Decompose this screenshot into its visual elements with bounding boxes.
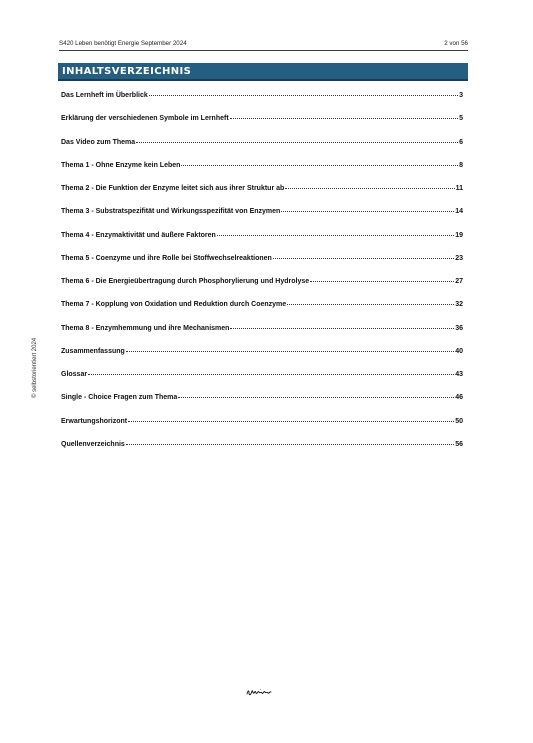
toc-entry-page-number[interactable]: 56 — [455, 440, 463, 448]
toc-entry-title[interactable]: Thema 3 - Substratspezifität und Wirkungsspezifität von Enzymen — [61, 208, 281, 216]
toc-entry[interactable] — [61, 139, 463, 162]
toc-entry[interactable] — [61, 325, 463, 348]
toc-entry-title[interactable]: Thema 4 - Enzymaktivität und äußere Faktoren — [61, 231, 216, 239]
toc-dot-leader — [178, 397, 454, 398]
side-copyright-note: © selbstorientiert 2024 — [32, 337, 38, 398]
page-header — [59, 40, 468, 51]
toc-entry-title[interactable]: Das Lernheft im Überblick — [61, 92, 148, 99]
toc-dot-leader — [217, 235, 454, 236]
toc-entry-title[interactable]: Thema 2 - Die Funktion der Enzyme leitet sich aus ihrer Struktur ab — [61, 185, 285, 192]
toc-entry-page-number[interactable]: 40 — [455, 347, 463, 355]
toc-dot-leader — [287, 304, 454, 305]
toc-entry-title[interactable]: Das Video zum Thema — [61, 138, 136, 146]
toc-entry[interactable] — [61, 394, 463, 417]
toc-dot-leader — [126, 444, 454, 445]
toc-entry-title[interactable]: Quellenverzeichnis — [61, 440, 125, 448]
toc-entry-page-number[interactable]: 11 — [455, 185, 463, 192]
toc-entry-page-number[interactable]: 32 — [455, 301, 463, 309]
toc-entry[interactable] — [61, 348, 463, 371]
toc-entry[interactable] — [61, 418, 463, 441]
toc-entry-title[interactable]: Single - Choice Fragen zum Thema — [61, 394, 178, 402]
toc-entry-title[interactable]: Erklärung der verschiedenen Symbole im Lernheft — [61, 115, 229, 123]
toc-entry[interactable] — [61, 208, 463, 231]
toc-entry[interactable] — [61, 92, 463, 115]
toc-entry[interactable] — [61, 301, 463, 324]
toc-entry-page-number[interactable]: 3 — [459, 92, 463, 99]
toc-entry-title[interactable]: Thema 7 - Kopplung von Oxidation und Reduktion durch Coenzyme — [61, 301, 287, 309]
toc-dot-leader — [230, 118, 458, 119]
toc-dot-leader — [281, 211, 454, 212]
toc-dot-leader — [126, 351, 454, 352]
toc-entry-page-number[interactable]: 23 — [455, 254, 463, 262]
toc-dot-leader — [285, 188, 454, 189]
toc-entry[interactable] — [61, 255, 463, 278]
toc-heading: INHALTSVERZEICHNIS — [62, 65, 192, 77]
toc-entry-title[interactable]: Thema 8 - Enzymhemmung und ihre Mechanismen — [61, 324, 230, 332]
toc-heading-banner — [58, 63, 468, 81]
toc-entry[interactable] — [61, 115, 463, 138]
toc-entry-title[interactable]: Thema 6 - Die Energieübertragung durch Phosphorylierung und Hydrolyse — [61, 278, 310, 285]
selbstorientiert-signature-logo — [246, 688, 272, 696]
toc-dot-leader — [136, 142, 458, 143]
toc-dot-leader — [310, 281, 454, 282]
toc-entry-page-number[interactable]: 19 — [455, 231, 463, 239]
toc-entry-page-number[interactable]: 50 — [455, 417, 463, 425]
toc-entry-title[interactable]: Zusammenfassung — [61, 347, 125, 355]
toc-entry[interactable] — [61, 162, 463, 185]
toc-entry-title[interactable]: Erwartungshorizont — [61, 417, 128, 425]
toc-entry-title[interactable]: Thema 5 - Coenzyme und ihre Rolle bei Stoffwechselreaktionen — [61, 254, 272, 262]
toc-entry-page-number[interactable]: 36 — [455, 324, 463, 332]
toc-entry[interactable] — [61, 232, 463, 255]
toc-entry-page-number[interactable]: 5 — [459, 115, 463, 123]
header-page-counter: 2 von 56 — [444, 40, 468, 47]
toc-entry-title[interactable]: Glossar — [61, 371, 88, 378]
toc-entry[interactable] — [61, 185, 463, 208]
toc-entry[interactable] — [61, 441, 463, 464]
toc-entry-page-number[interactable]: 6 — [459, 138, 463, 146]
toc-dot-leader — [149, 95, 458, 96]
toc-dot-leader — [88, 374, 454, 375]
table-of-contents — [61, 92, 463, 464]
toc-dot-leader — [230, 328, 454, 329]
header-document-title: S420 Leben benötigt Energie September 2024 — [59, 40, 187, 47]
toc-dot-leader — [273, 258, 454, 259]
toc-entry-page-number[interactable]: 8 — [459, 161, 463, 169]
toc-dot-leader — [128, 421, 454, 422]
toc-entry-page-number[interactable]: 27 — [455, 278, 463, 285]
toc-entry-page-number[interactable]: 14 — [455, 208, 463, 216]
toc-entry[interactable] — [61, 278, 463, 301]
toc-entry-title[interactable]: Thema 1 - Ohne Enzyme kein Leben — [61, 161, 181, 169]
toc-entry-page-number[interactable]: 43 — [455, 371, 463, 378]
toc-entry[interactable] — [61, 371, 463, 394]
toc-dot-leader — [181, 165, 458, 166]
toc-entry-page-number[interactable]: 46 — [455, 394, 463, 402]
